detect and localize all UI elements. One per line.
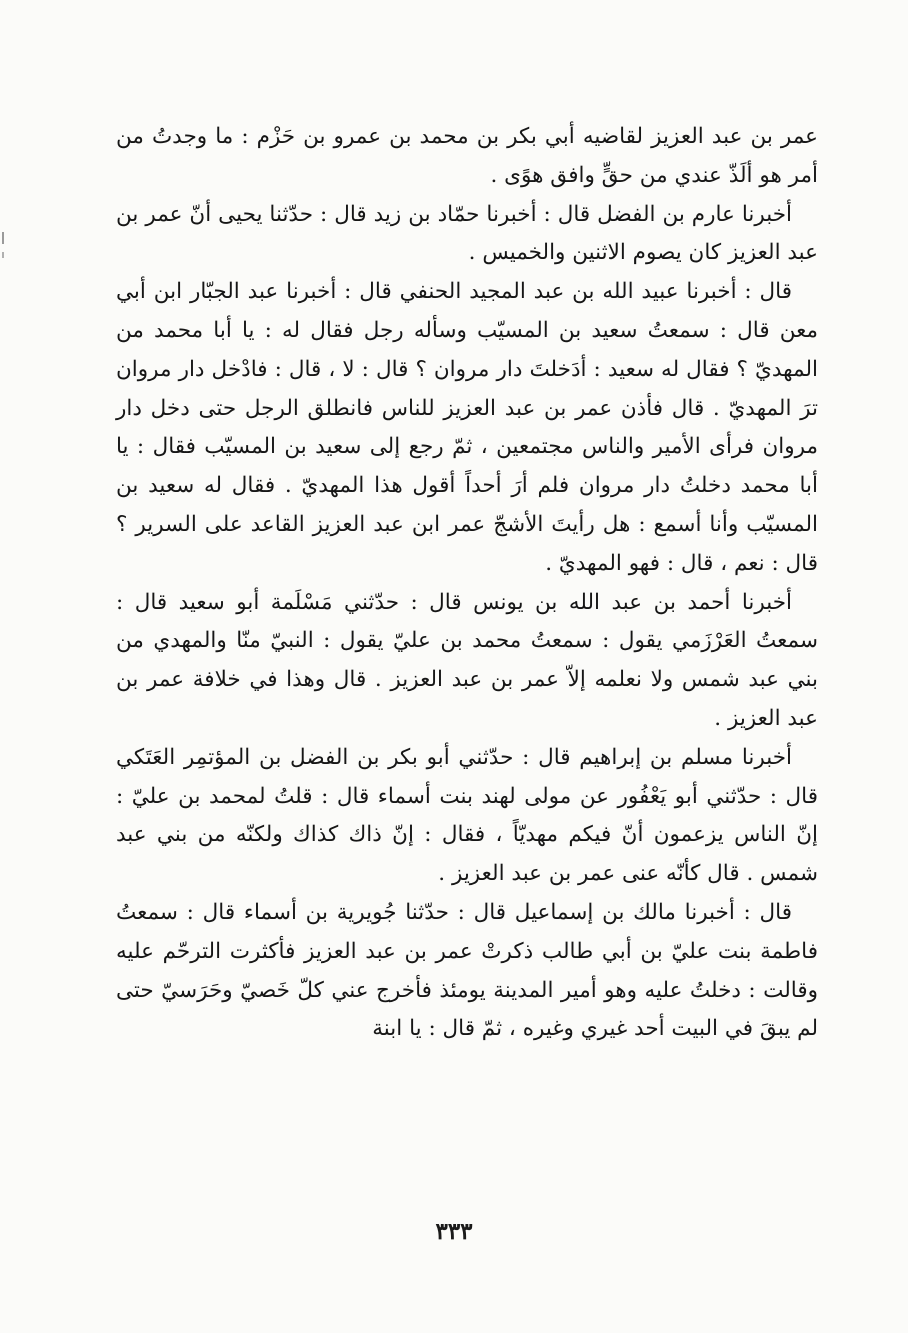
paragraph-5: أخبرنا مسلم بن إبراهيم قال : حدّثني أبو بكر بن الفضل بن المؤتمِر العَتَكي قال : حدّثني أبو يَعْفُور عن مولى لهند بنت أسماء قال : قلتُ لمحمد بن عليّ : إنّ الناس يزعمون أنّ فيكم مهديّاً ، فقال : إنّ ذاك كذاك ولكنّه من بني عبد شمس . قال كأنّه عنى عمر بن عبد العزيز . [116, 744, 818, 887]
paragraph-4: أخبرنا أحمد بن عبد الله بن يونس قال : حدّثني مَسْلَمة أبو سعيد قال : سمعتُ العَرْزَمي يقول : سمعتُ محمد بن عليّ يقول : النبيّ منّا والمهدي من بني عبد شمس ولا نعلمه إلاّ عمر بن عبد العزيز . قال وهذا في خلافة عمر بن عبد العزيز . [116, 589, 818, 731]
paragraph-6: قال : أخبرنا مالك بن إسماعيل قال : حدّثنا جُويرية بن أسماء قال : سمعتُ فاطمة بنت عليّ بن أبي طالب ذكرتْ عمر بن عبد العزيز فأكثرت الترحّم عليه وقالت : دخلتُ عليه وهو أمير المدينة يومئذ فأخرج عني كلّ خَصيّ وحَرَسيّ حتى لم يبقَ في البيت أحد غيري وغيره ، ثمّ قال : يا ابنة [116, 899, 818, 1042]
main-text [116, 118, 818, 1049]
page-number: ٣٣٣ [435, 1218, 473, 1245]
paragraph-1: عمر بن عبد العزيز لقاضيه أبي بكر بن محمد بن عمرو بن حَزْم : ما وجدتُ من أمر هو ألَذّ عندي من حقٍّ وافق هوًى . [116, 124, 818, 188]
paragraph-2: أخبرنا عارم بن الفضل قال : أخبرنا حمّاد بن زيد قال : حدّثنا يحيى أنّ عمر بن عبد العزيز كان يصوم الاثنين والخميس . [116, 201, 818, 266]
scan-edge-mark [2, 232, 4, 244]
scan-edge-mark [2, 252, 4, 258]
paragraph-3: قال : أخبرنا عبيد الله بن عبد المجيد الحنفي قال : أخبرنا عبد الجبّار ابن أبي معن قال : سمعتُ سعيد بن المسيّب وسأله رجل فقال له : يا أبا محمد من المهديّ ؟ فقال له سعيد : أدَخلتَ دار مروان ؟ قال : لا ، قال : فادْخل دار مروان ترَ المهديّ . قال فأذن عمر بن عبد العزيز للناس فانطلق الرجل حتى دخل دار مروان فرأى الأمير والناس مجتمعين ، ثمّ رجع إلى سعيد بن المسيّب فقال : يا أبا محمد دخلتُ دار مروان فلم أرَ أحداً أقول هذا المهديّ . فقال له سعيد بن المسيّب وأنا أسمع : هل رأيتَ الأشجّ عمر ابن عبد العزيز القاعد على السرير ؟ قال : نعم ، قال : فهو المهديّ . [116, 279, 818, 576]
